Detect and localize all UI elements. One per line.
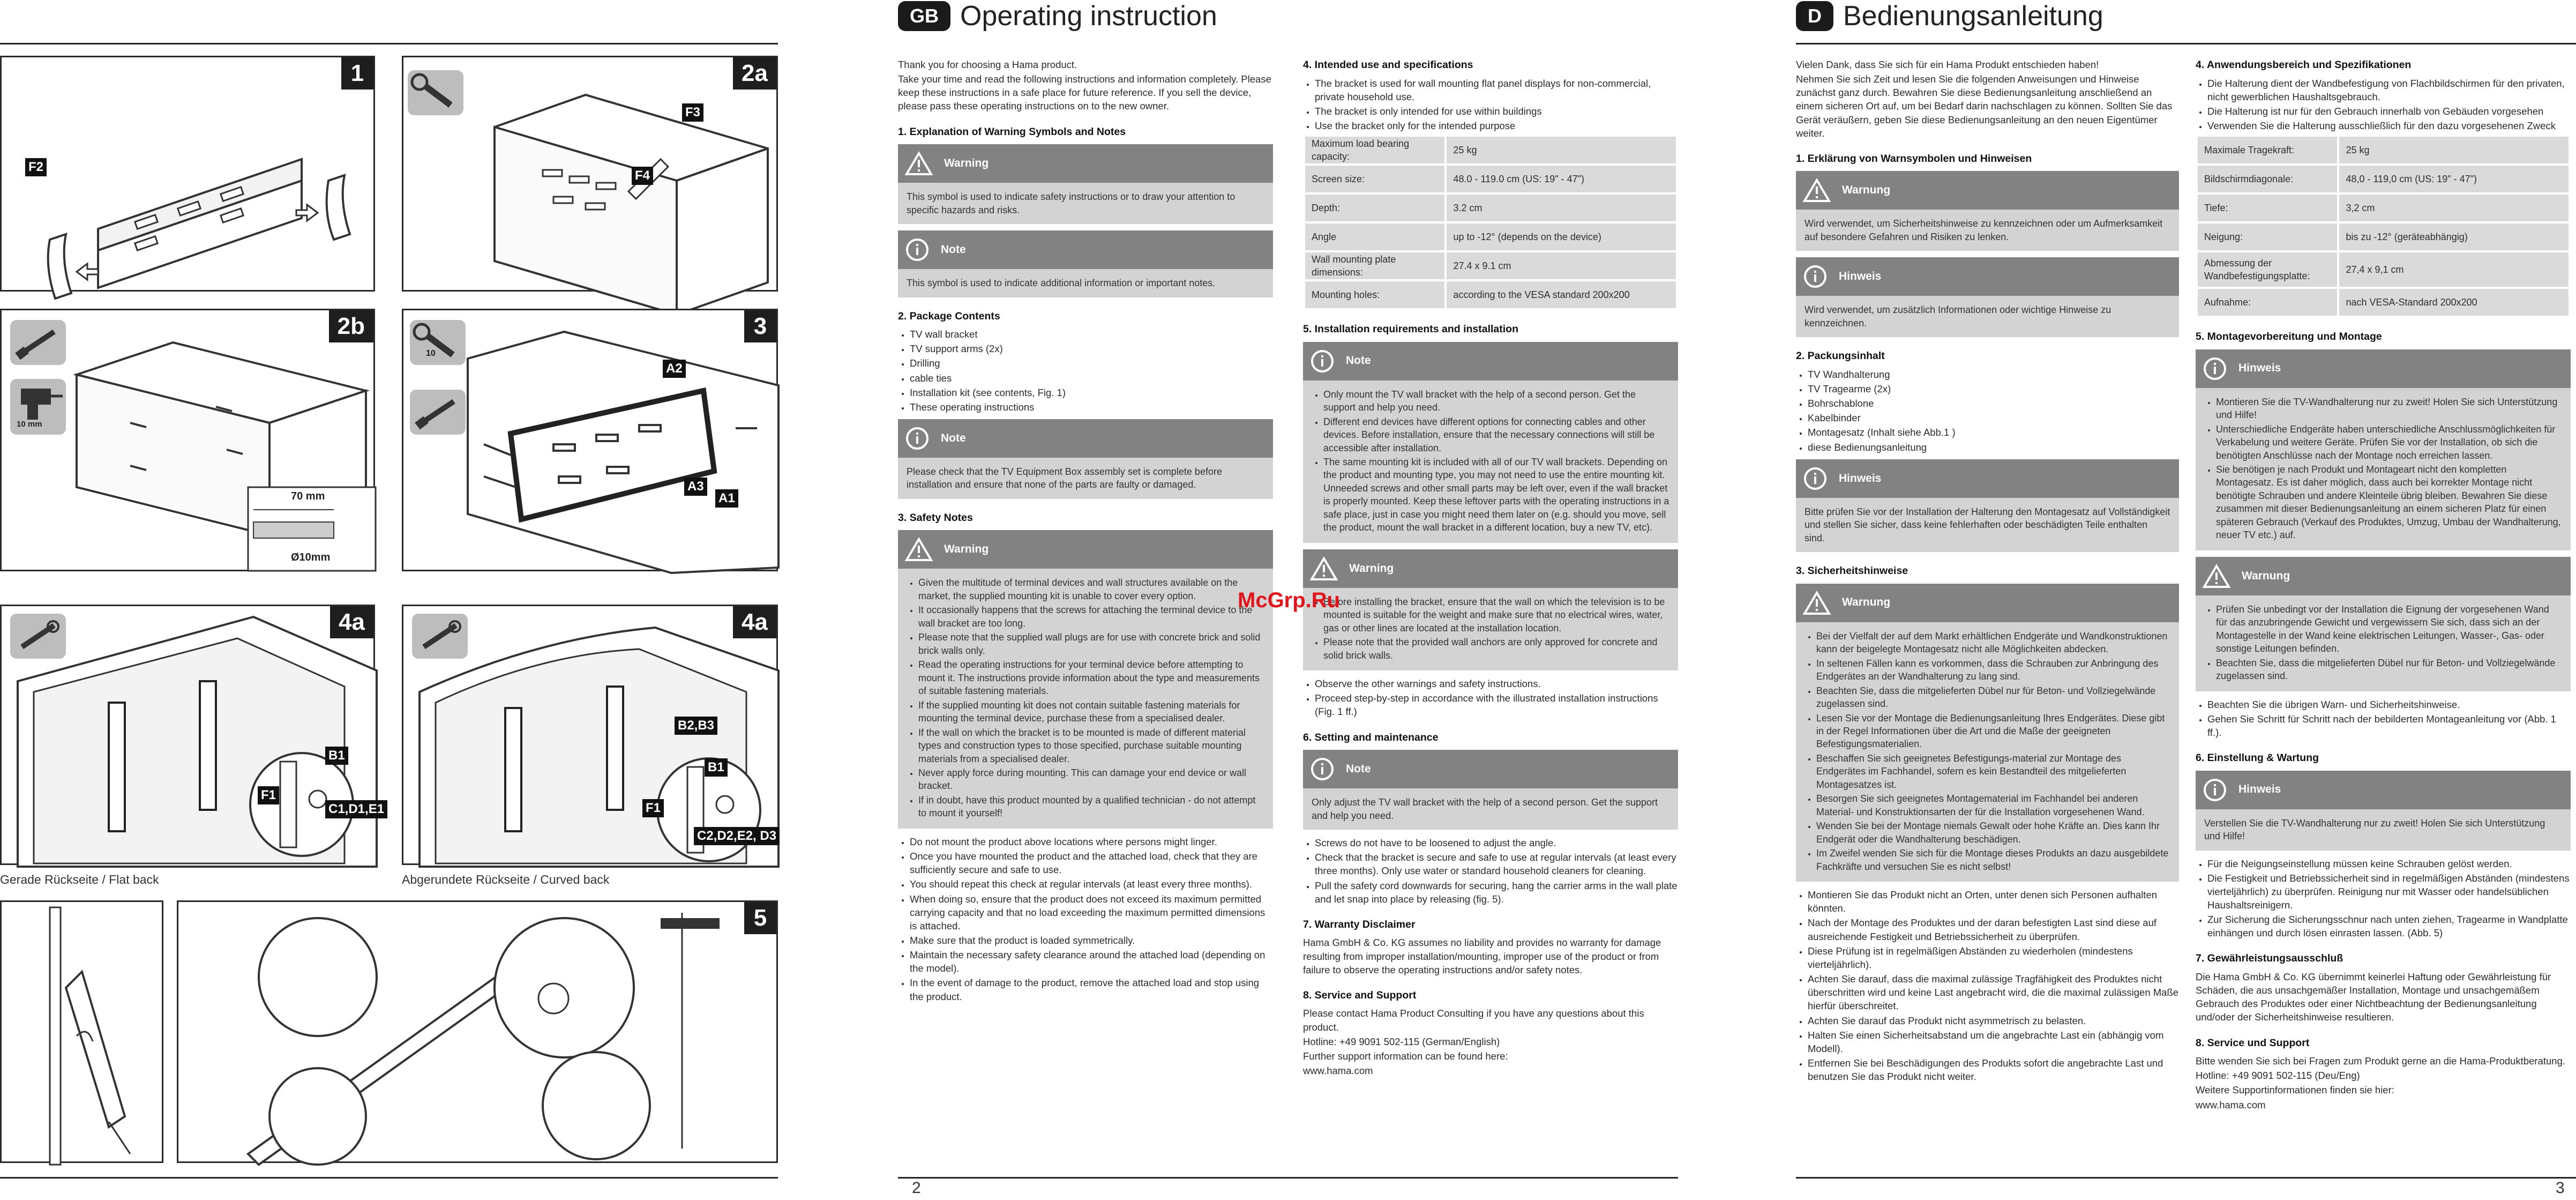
gb-service-url: www.hama.com [1303, 1064, 1373, 1076]
info-circle-icon [905, 427, 929, 450]
gb-note-label: Note [1346, 354, 1371, 367]
info-circle-icon [1311, 349, 1334, 373]
info-circle-icon [1803, 265, 1827, 288]
gb-setting-note-box [1303, 750, 1678, 830]
list-item: • cable ties [910, 371, 1273, 385]
gb-intro-1: Thank you for choosing a Hama product. [898, 59, 1077, 70]
spec-key: Aufnahme: [2197, 288, 2338, 317]
list-item: • In the event of damage to the product, remove the attached load and stop using the product. [910, 976, 1273, 1003]
list-item: • Drilling [910, 356, 1273, 370]
de-package-note-box [1796, 459, 2179, 552]
de-install-note-box [2196, 349, 2571, 550]
warning-triangle-icon [1803, 591, 1830, 615]
list-item: • Lesen Sie vor der Montage die Bedienungsanleitung Ihres Endgerätes. Diese gibt in der Regel Informationen über die Art und die Maße der geeigneten Befestigungsmaterialien. [1816, 712, 2170, 751]
de-warning-symbol-box [1796, 171, 2179, 251]
figure-2b [0, 309, 375, 571]
list-item: • Verwenden Sie die Halterung ausschließlich für den dazu vorgesehenen Zweck [2207, 119, 2571, 132]
list-item: • Make sure that the product is loaded symmetrically. [910, 934, 1273, 947]
spec-value: 27,4 x 9,1 cm [2338, 251, 2570, 288]
gb-install-warning-list [1312, 595, 1669, 662]
gb-service-line-3: Further support information can be found here: [1303, 1050, 1508, 1062]
list-item: • Please note that the provided wall anchors are only approved for concrete and solid brick walls. [1323, 636, 1669, 662]
warning-triangle-icon [1803, 178, 1830, 202]
gb-install-note-list [1312, 388, 1669, 534]
figure-4a-curved-label-f1: F1 [642, 799, 664, 817]
list-item: • Proceed step-by-step in accordance with the illustrated installation instructions (Fig. 1 ff.) [1315, 691, 1678, 718]
figure-1-label-f2: F2 [25, 158, 47, 176]
de-warning-label: Warnung [1842, 184, 1891, 197]
figure-3 [402, 309, 778, 571]
spec-value: according to the VESA standard 200x200 [1446, 280, 1677, 309]
wrench-size: 10 [426, 349, 436, 358]
spec-value: bis zu -12° (geräteabhängig) [2338, 222, 2570, 251]
list-item: • TV Tragearme (2x) [1808, 382, 2179, 396]
spec-key: Tiefe: [2197, 193, 2338, 222]
spec-key: Angle [1304, 222, 1446, 251]
figure-4a-curved-number: 4a [733, 606, 776, 638]
de-safety-warning-box [1796, 584, 2179, 882]
spec-key: Depth: [1304, 193, 1446, 222]
de-warning-symbol-text: Wird verwendet, um Sicherheitshinweise zu kennzeichnen oder um Aufmerksamkeit auf besondere Gefahren und Risiken zu lenken. [1796, 210, 2179, 251]
list-item: • Installation kit (see contents, Fig. 1) [910, 386, 1273, 399]
figure-4a-flat-drawing [2, 606, 377, 867]
figure-2b-drawing [2, 310, 377, 573]
gb-install-warning-box [1303, 549, 1678, 670]
gb-title: Operating instruction [960, 1, 1217, 32]
spec-value: 3.2 cm [1446, 193, 1677, 222]
spec-value: 3,2 cm [2338, 193, 2570, 222]
info-circle-icon [905, 238, 929, 262]
warning-triangle-icon [1311, 557, 1337, 580]
list-item: • Die Halterung ist nur für den Gebrauch innerhalb von Gebäuden vorgesehen [2207, 105, 2571, 118]
list-item: • Besorgen Sie sich geeignetes Montagematerial im Fachhandel bei anderen Material- und Konstruktionsarten der für die Installation vorgesehenen Wand. [1816, 792, 2170, 818]
bottom-rule-mid [898, 1177, 1678, 1179]
info-circle-icon [1311, 757, 1334, 781]
de-note-symbol-text: Wird verwendet, um zusätzlich Informationen oder wichtige Hinweise zu kennzeichnen. [1796, 296, 2179, 337]
de-language-badge: D [1796, 1, 1833, 31]
gb-heading-7: 7. Warranty Disclaimer [1303, 918, 1416, 930]
list-item: • Achten Sie darauf das Produkt nicht asymmetrisch zu belasten. [1808, 1014, 2179, 1027]
figure-2a-drawing [403, 57, 780, 293]
de-safety-list [1796, 888, 2179, 1083]
de-install-list [2196, 698, 2571, 739]
de-warning-label: Warnung [2242, 569, 2290, 582]
figure-4a-flat [0, 605, 385, 865]
info-circle-icon [2203, 357, 2227, 381]
de-note-label: Hinweis [2238, 783, 2281, 796]
list-item: • Before installing the bracket, ensure that the wall on which the television is to be mounted is suitable for the weight and make sure that no electrical wires, water, gas or other lines are located at the installation location. [1323, 595, 1669, 635]
figure-3-number: 3 [744, 310, 776, 342]
spec-key: Mounting holes: [1304, 280, 1446, 309]
list-item: • In seltenen Fällen kann es vorkommen, dass die Schrauben zur Anbringung des Endgerätes an der Wandhalterung zu lang sind. [1816, 657, 2170, 683]
figure-1 [0, 56, 375, 292]
list-item: • Use the bracket only for the intended purpose [1315, 119, 1678, 132]
de-safety-warning-list [1804, 630, 2170, 873]
figure-1-drawing [2, 57, 377, 293]
gb-package-list [898, 327, 1273, 414]
list-item: • Sie benötigen je nach Produkt und Montageart nicht den kompletten Montagesatz. Es ist daher möglich, dass auch bei korrekter Montage nicht benötigte Schrauben und andere Kleinteile übrig bleiben. Bewahren Sie diese zusammen mit dieser Bedienungsanleitung an einem sicheren Platz für einen späteren Gebrauch (Verkauf des Produktes, Umzug, Umbau der Wandhalterung, neuer TV etc.) auf. [2216, 463, 2562, 542]
gb-warning-label: Warning [944, 543, 989, 556]
list-item: • Bei der Vielfalt der auf dem Markt erhältlichen Endgeräte und Wandkonstruktionen kann der beigelegte Montagesatz nicht alle Möglichkeiten abdecken. [1816, 630, 2170, 656]
gb-package-note-text: Please check that the TV Equipment Box assembly set is complete before installation and ensure that none of the parts are faulty or damaged. [898, 458, 1273, 499]
figure-5-detail [177, 900, 778, 1163]
de-heading-4: 4. Anwendungsbereich und Spezifikationen [2196, 59, 2412, 71]
figure-4a-flat-label-b1: B1 [325, 747, 348, 765]
de-heading-2: 2. Packungsinhalt [1796, 350, 1885, 362]
gb-warning-symbol-box [898, 144, 1273, 224]
gb-heading-5: 5. Installation requirements and installation [1303, 323, 1518, 336]
de-setting-list [2196, 857, 2571, 940]
table-row [2197, 222, 2570, 251]
list-item: • Diese Prüfung ist in regelmäßigen Abständen zu wiederholen (mindestens vierteljährlich). [1808, 944, 2179, 971]
top-rule-right [1796, 43, 2576, 44]
gb-note-label: Note [941, 431, 966, 444]
list-item: • Entfernen Sie bei Beschädigungen des Produkts sofort die angebrachte Last und benutzen Sie das Produkt nicht weiter. [1808, 1056, 2179, 1083]
gb-heading-1: 1. Explanation of Warning Symbols and Notes [898, 125, 1126, 138]
list-item: • diese Bedienungsanleitung [1808, 441, 2179, 454]
gb-heading-8: 8. Service and Support [1303, 989, 1417, 1001]
list-item: • Zur Sicherung die Sicherungsschnur nach unten ziehen, Tragearme in Wandplatte einhängen und durch lösen einrasten lassen. (Abb. 5) [2207, 913, 2571, 940]
bottom-rule-left [0, 1177, 778, 1179]
gb-note-label: Note [1346, 762, 1371, 775]
list-item: • Die Halterung dient der Wandbefestigung von Flachbildschirmen für den privaten, nicht gewerblichen Haushaltsgebrauch. [2207, 77, 2571, 103]
warning-triangle-icon [905, 152, 932, 175]
figure-5-detail-drawing [178, 902, 780, 1165]
gb-column-2 [1303, 58, 1678, 1078]
list-item: • Bohrschablone [1808, 397, 2179, 410]
gb-package-note-box [898, 419, 1273, 499]
gb-setting-note-text: Only adjust the TV wall bracket with the help of a second person. Get the support and help you need. [1303, 788, 1678, 830]
table-row [1304, 165, 1677, 193]
list-item: • TV wall bracket [910, 327, 1273, 341]
list-item: • TV Wandhalterung [1808, 368, 2179, 381]
page-number-left: 2 [912, 1179, 921, 1197]
de-install-warning-list [2204, 603, 2562, 683]
figure-5-side-drawing [2, 902, 165, 1165]
gb-install-note-box [1303, 342, 1678, 543]
list-item: • Check that the bracket is secure and safe to use at regular intervals (at least every three months). Only use water or standard household cleaners for cleaning. [1315, 851, 1678, 877]
page-number-right: 3 [2556, 1179, 2565, 1197]
list-item: • Nach der Montage des Produktes und der daran befestigten Last sind diese auf ausreichende Festigkeit und Betriebssicherheit zu überprüfen. [1808, 916, 2179, 943]
spec-key: Neigung: [2197, 222, 2338, 251]
gb-service-line-1: Please contact Hama Product Consulting if you have any questions about this product. [1303, 1008, 1644, 1033]
figure-2a-label-f4: F4 [632, 167, 653, 185]
gb-intro-2: Take your time and read the following instructions and information completely. Please keep these instructions in a safe place for future reference. If you sell the device, please pass these operating instructions on to the new owner. [898, 73, 1271, 112]
de-package-note-text: Bitte prüfen Sie vor der Installation der Halterung den Montagesatz auf Vollständigkeit und stellen Sie sicher, dass keine fehlerhaften oder beschädigten Teile enthalten sind. [1796, 498, 2179, 552]
gb-note-symbol-box [898, 230, 1273, 297]
gb-warning-label: Warning [944, 156, 989, 169]
list-item: • It occasionally happens that the screws for attaching the terminal device to the wall bracket are too long. [918, 603, 1264, 630]
gb-heading-2: 2. Package Contents [898, 310, 1000, 322]
de-title: Bedienungsanleitung [1843, 1, 2103, 32]
spec-key: Maximum load bearing capacity: [1304, 136, 1446, 165]
de-intended-list [2196, 77, 2571, 133]
list-item: • Unterschiedliche Endgeräte haben unterschiedliche Anschlussmöglichkeiten für Verkabelung und weitere Geräte. Prüfen Sie vor der Installation, ob sich die benötigten Anschlüsse nach der Montage noch erreichen lassen. [2216, 423, 2562, 462]
list-item: • Gehen Sie Schritt für Schritt nach der bebilderten Montageanleitung vor (Abb. 1 ff.). [2207, 712, 2571, 739]
list-item: • If the supplied mounting kit does not contain suitable fastening materials for mounting the terminal device, purchase these from a specialised dealer. [918, 699, 1264, 725]
list-item: • Montieren Sie das Produkt nicht an Orten, unter denen sich Personen aufhalten könnten. [1808, 888, 2179, 915]
spec-key: Bildschirmdiagonale: [2197, 165, 2338, 193]
de-install-note-list [2204, 396, 2562, 542]
drill-bit-size: 10 mm [17, 420, 42, 429]
gb-warning-label: Warning [1349, 562, 1394, 575]
table-row [2197, 136, 2570, 165]
gb-safety-warning-list [907, 576, 1264, 819]
figure-3-label-a3: A3 [684, 478, 707, 496]
figure-5 [0, 900, 163, 1163]
spec-key: Maximale Tragekraft: [2197, 136, 2338, 165]
gb-note-label: Note [941, 243, 966, 256]
hole-depth-label: 70 mm [291, 490, 325, 502]
spec-key: Abmessung der Wandbefestigungsplatte: [2197, 251, 2338, 288]
list-item: • Given the multitude of terminal devices and wall structures available on the market, the supplied mounting kit is unable to cover every option. [918, 576, 1264, 602]
de-heading-3: 3. Sicherheitshinweise [1796, 565, 1908, 577]
de-column-1 [1796, 58, 2179, 1085]
list-item: • The bracket is used for wall mounting flat panel displays for non-commercial, private household use. [1315, 77, 1678, 103]
list-item: • TV support arms (2x) [910, 342, 1273, 355]
gb-heading-4: 4. Intended use and specifications [1303, 59, 1473, 71]
figure-1-number: 1 [341, 57, 373, 90]
list-item: • Beachten Sie, dass die mitgelieferten Dübel nur für Beton- und Vollziegelwände zugelassen sind. [1816, 684, 2170, 711]
figure-2b-number: 2b [329, 310, 373, 342]
list-item: • Read the operating instructions for your terminal device before attempting to mount it. The instructions provide information about the type and measurements of suitable fastening materials. [918, 658, 1264, 697]
figure-4a-curved-caption: Abgerundete Rückseite / Curved back [402, 873, 610, 886]
list-item: • Die Festigkeit und Betriebssicherheit sind in regelmäßigen Abständen (mindestens vierteljährlich) zu überprüfen. Reinigung nur mit Wasser oder handelsüblichen Haushaltsreinigern. [2207, 871, 2571, 912]
gb-install-list [1303, 677, 1678, 718]
list-item: • Prüfen Sie unbedingt vor der Installation die Eignung der vorgesehenen Wand für das anzubringende Gewicht und vergewissern Sie sich, dass sich an der Montagestelle in der Wand keine elektrischen Leitungen, Wasser-, Gas- oder sonstige Leitungen befinden. [2216, 603, 2562, 655]
spec-key: Screen size: [1304, 165, 1446, 193]
de-note-label: Hinweis [1839, 472, 1882, 485]
figure-4a-flat-number: 4a [330, 606, 373, 638]
list-item: • When doing so, ensure that the product does not exceed its maximum permitted carrying capacity and that no load exceeding the maximum permitted dimensions is attached. [910, 892, 1273, 933]
list-item: • These operating instructions [910, 400, 1273, 414]
de-heading-5: 5. Montagevorbereitung und Montage [2196, 331, 2382, 343]
top-rule-left [0, 43, 778, 44]
de-warranty-text: Die Hama GmbH & Co. KG übernimmt keinerlei Haftung oder Gewährleistung für Schäden, die aus unsachgemäßer Installation, Montage und unsachgemäßem Gebrauch des Produktes oder einer Nichtbeachtung der Bedienungsanleitung und/oder der Sicherheitshinweise resultieren. [2196, 971, 2551, 1023]
gb-heading-3: 3. Safety Notes [898, 511, 973, 524]
de-intro-2: Nehmen Sie sich Zeit und lesen Sie die folgenden Anweisungen und Hinweise zunächst ganz durch. Bewahren Sie diese Bedienungsanleitung anschließend an einem sicheren Ort auf, um bei Bedarf darin nachschlagen zu können. Sollten Sie das Gerät veräußern, geben Sie diese Bedienungsanleitung an den neuen Eigentümer weiter. [1796, 73, 2173, 139]
figure-4a-curved-label-b2b3: B2,B3 [675, 717, 717, 735]
de-service-line-1: Bitte wenden Sie sich bei Fragen zum Produkt gerne an die Hama-Produktberatung. [2196, 1055, 2566, 1067]
list-item: • Im Zweifel wenden Sie sich für die Montage dieses Produkts an dazu ausgebildete Fachkräfte und versuchen Sie es nicht selbst! [1816, 847, 2170, 873]
de-note-label: Hinweis [1839, 270, 1882, 283]
spec-value: 25 kg [2338, 136, 2570, 165]
hole-diameter-label: Ø10mm [291, 551, 331, 563]
list-item: • Montagesatz (Inhalt siehe Abb.1 ) [1808, 426, 2179, 439]
list-item: • Montieren Sie die TV-Wandhalterung nur zu zweit! Holen Sie sich Unterstützung und Hilfe! [2216, 396, 2562, 422]
gb-spec-table [1303, 135, 1678, 310]
list-item: • If in doubt, have this product mounted by a qualified technician - do not attempt to mount it yourself! [918, 794, 1264, 820]
de-header [1796, 0, 2103, 32]
figure-4a-curved-label-c2d2e2d3: C2,D2,E2, D3 [694, 827, 780, 845]
spec-value: 25 kg [1446, 136, 1677, 165]
spec-value: 48,0 - 119,0 cm (US: 19" - 47") [2338, 165, 2570, 193]
list-item: • Beschaffen Sie sich geeignetes Befestigungs-material zur Montage des Endgerätes im Fachhandel, sofern es kein Bestandteil des mitgelieferten Montagesatzes ist. [1816, 752, 2170, 791]
gb-warning-symbol-text: This symbol is used to indicate safety instructions or to draw your attention to specific hazards and risks. [898, 183, 1273, 224]
table-row [2197, 288, 2570, 317]
gb-heading-6: 6. Setting and maintenance [1303, 731, 1439, 743]
figure-2a [402, 56, 778, 292]
list-item: • Please note that the supplied wall plugs are for use with concrete brick and solid brick walls only. [918, 631, 1264, 657]
list-item: • Wenden Sie bei der Montage niemals Gewalt oder hohe Kräfte an. Dies kann Ihr Endgerät oder die Wandhalterung beschädigen. [1816, 819, 2170, 846]
de-heading-6: 6. Einstellung & Wartung [2196, 752, 2319, 764]
figure-4a-flat-label-c1d1e1: C1,D1,E1 [325, 800, 387, 818]
figure-2a-label-f3: F3 [682, 103, 703, 122]
de-spec-table [2196, 135, 2571, 318]
gb-setting-list [1303, 836, 1678, 906]
spec-value: 27.4 x 9.1 cm [1446, 251, 1677, 280]
watermark: McGrp.Ru [1238, 588, 1341, 612]
list-item: • You should repeat this check at regular intervals (at least every three months). [910, 877, 1273, 891]
de-intro-1: Vielen Dank, dass Sie sich für ein Hama Produkt entschieden haben! [1796, 59, 2099, 70]
gb-header [898, 0, 1217, 32]
table-row [1304, 280, 1677, 309]
table-row [1304, 193, 1677, 222]
bottom-rule-right [1796, 1177, 2576, 1179]
gb-service-hotline: Hotline: +49 9091 502-115 (German/English) [1303, 1035, 1500, 1047]
de-service-hotline: Hotline: +49 9091 502-115 (Deu/Eng) [2196, 1070, 2360, 1082]
warning-triangle-icon [2203, 564, 2230, 588]
table-row [2197, 193, 2570, 222]
list-item: • Pull the safety cord downwards for securing, hang the carrier arms in the wall plate and let snap into place by releasing (fig. 5). [1315, 879, 1678, 906]
figure-5-number: 5 [744, 902, 776, 934]
gb-intended-list [1303, 77, 1678, 133]
figure-2a-number: 2a [733, 57, 776, 90]
figure-4a-curved-label-b1: B1 [705, 758, 728, 777]
list-item: • Once you have mounted the product and the attached load, check that they are sufficiently secure and safe to use. [910, 849, 1273, 876]
de-warning-label: Warnung [1842, 596, 1891, 609]
table-row [1304, 222, 1677, 251]
table-row [1304, 136, 1677, 165]
list-item: • Kabelbinder [1808, 411, 2179, 424]
table-row [2197, 165, 2570, 193]
de-note-symbol-box [1796, 257, 2179, 337]
list-item: • Maintain the necessary safety clearance around the attached load (depending on the model). [910, 948, 1273, 975]
list-item: • The same mounting kit is included with all of our TV wall brackets. Depending on the product and mounting type, you may not need to use the entire mounting kit. Unneeded screws and other small parts may be left over, even if the wall bracket is properly mounted. Keep these leftover parts with the operating instructions in a safe place, just in case you might need them later on (e.g. should you move, sell the product, mount the wall bracket in a different location, buy a new TV, etc). [1323, 456, 1669, 534]
list-item: • Für die Neigungseinstellung müssen keine Schrauben gelöst werden. [2207, 857, 2571, 870]
gb-warranty-text: Hama GmbH & Co. KG assumes no liability and provides no warranty for damage resulting from improper installation/mounting, improper use of the product or from failure to observe the operating instructions and/or safety notes. [1303, 937, 1661, 975]
list-item: • The bracket is only intended for use within buildings [1315, 105, 1678, 118]
list-item: • Different end devices have different options for connecting cables and other devices. Before installation, ensure that the necessary connections will still be accessible after installation. [1323, 415, 1669, 454]
de-package-list [1796, 368, 2179, 454]
de-service-url: www.hama.com [2196, 1099, 2266, 1110]
table-row [2197, 251, 2570, 288]
spec-value: nach VESA-Standard 200x200 [2338, 288, 2570, 317]
figure-4a-curved [402, 605, 778, 865]
figure-4a-flat-caption: Gerade Rückseite / Flat back [0, 873, 159, 886]
warning-triangle-icon [905, 538, 932, 561]
list-item: • Beachten Sie die übrigen Warn- und Sicherheitshinweise. [2207, 698, 2571, 711]
gb-note-symbol-text: This symbol is used to indicate additional information or important notes. [898, 269, 1273, 297]
spec-value: 48.0 - 119.0 cm (US: 19" - 47") [1446, 165, 1677, 193]
list-item: • Halten Sie einen Sicherheitsabstand um die angebrachte Last ein (abhängig vom Modell). [1808, 1028, 2179, 1055]
spec-key: Wall mounting plate dimensions: [1304, 251, 1446, 280]
spec-value: up to -12° (depends on the device) [1446, 222, 1677, 251]
figure-3-label-a1: A1 [715, 489, 738, 508]
de-heading-7: 7. Gewährleistungsausschluß [2196, 952, 2343, 965]
de-setting-note-box [2196, 771, 2571, 851]
de-service-line-3: Weitere Supportinformationen finden sie hier: [2196, 1084, 2394, 1096]
de-column-2 [2196, 58, 2571, 1113]
figure-3-drawing [403, 310, 780, 573]
list-item: • Only mount the TV wall bracket with the help of a second person. Get the support and help you need. [1323, 388, 1669, 414]
list-item: • Beachten Sie, dass die mitgelieferten Dübel nur für Beton- und Vollziegelwände zugelassen sind. [2216, 657, 2562, 683]
gb-safety-warning-box [898, 530, 1273, 828]
de-heading-1: 1. Erklärung von Warnsymbolen und Hinweisen [1796, 152, 2032, 165]
de-setting-note-text: Verstellen Sie die TV-Wandhalterung nur zu zweit! Holen Sie sich Unterstützung und Hilfe! [2196, 809, 2571, 851]
gb-safety-list [898, 835, 1273, 1003]
de-install-warning-box [2196, 557, 2571, 691]
list-item: • Achten Sie darauf, dass die maximal zulässige Tragfähigkeit des Produktes nicht überschritten wird und keine Last angebracht wird, die die maximal zulässigen Maße hierfür überschreitet. [1808, 972, 2179, 1012]
de-note-label: Hinweis [2238, 362, 2281, 375]
figure-3-label-a2: A2 [663, 360, 686, 378]
gb-language-badge: GB [898, 1, 950, 31]
gb-column-1 [898, 58, 1273, 1005]
figure-4a-flat-label-f1: F1 [258, 786, 279, 804]
info-circle-icon [1803, 467, 1827, 490]
list-item: • If the wall on which the bracket is to be mounted is made of different material types and construction types to those specified, purchase suitable mounting materials from a specialised dealer. [918, 726, 1264, 765]
list-item: • Observe the other warnings and safety instructions. [1315, 677, 1678, 690]
list-item: • Never apply force during mounting. This can damage your end device or wall bracket. [918, 766, 1264, 793]
info-circle-icon [2203, 778, 2227, 802]
list-item: • Do not mount the product above locations where persons might linger. [910, 835, 1273, 848]
de-heading-8: 8. Service und Support [2196, 1037, 2310, 1049]
list-item: • Screws do not have to be loosened to adjust the angle. [1315, 836, 1678, 849]
table-row [1304, 251, 1677, 280]
